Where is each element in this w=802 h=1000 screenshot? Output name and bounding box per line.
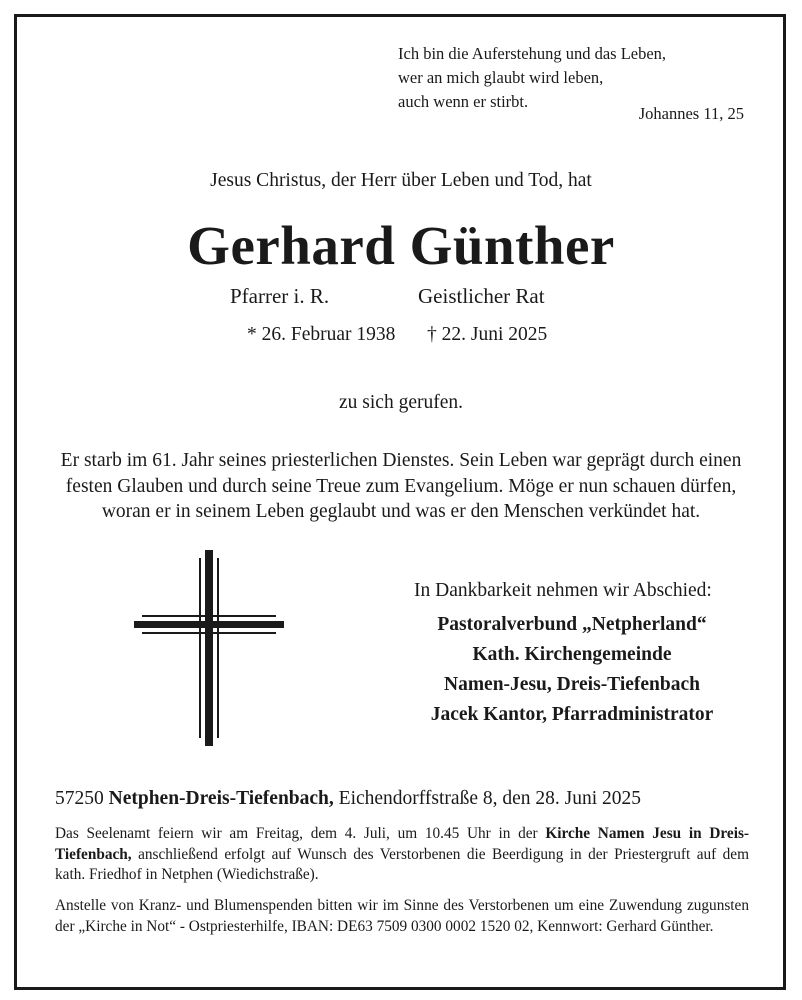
bible-verse bbox=[398, 42, 666, 114]
cross-icon bbox=[130, 548, 290, 748]
biography-text: Er starb im 61. Jahr seines priesterlichen Dienstes. Sein Leben war geprägt durch einen festen Glauben und durch seine Treue zum Evangelium. Möge er nun schauen dürfen, woran er in seinem Leben geglaubt und was er den Menschen verkündet hat. bbox=[60, 450, 742, 522]
funeral-church: Kirche Namen Jesu in Dreis-Tiefenbach, bbox=[55, 825, 749, 863]
verse-line: Ich bin die Auferstehung und das Leben, bbox=[398, 44, 667, 63]
title-pastor: Pfarrer i. R. bbox=[230, 284, 330, 308]
donation-paragraph: Anstelle von Kranz- und Blumenspenden bitten wir im Sinne des Verstorbenen um eine Zuwendung zugunsten der „Kirche in Not“ - Ostpriesterhilfe, IBAN: DE63 7509 0300 0002 1520 02, Kennwort: Gerhard Günther. bbox=[55, 897, 749, 935]
deceased-name: Gerhard Günther bbox=[187, 215, 615, 276]
postcode: 57250 bbox=[55, 788, 104, 809]
address-line bbox=[55, 788, 641, 810]
death-date: † 22. Juni 2025 bbox=[427, 324, 548, 345]
address-rest: Eichendorffstraße 8, den 28. Juni 2025 bbox=[338, 788, 642, 809]
intro-line: Jesus Christus, der Herr über Leben und Tod, hat bbox=[210, 170, 592, 191]
mourner-line: Pastoralverbund „Netpherland“ bbox=[437, 614, 707, 635]
mourner-line: Kath. Kirchengemeinde bbox=[472, 644, 672, 665]
thanks-line: In Dankbarkeit nehmen wir Abschied: bbox=[414, 580, 712, 601]
verse-reference: Johannes 11, 25 bbox=[638, 104, 744, 123]
verse-line: auch wenn er stirbt. bbox=[398, 92, 529, 111]
funeral-text: Das Seelenamt feiern wir am Freitag, dem 4. Juli, um 10.45 Uhr in der bbox=[55, 825, 538, 842]
mourners-block bbox=[414, 610, 730, 730]
title-council: Geistlicher Rat bbox=[418, 284, 545, 308]
place: Netphen-Dreis-Tiefenbach, bbox=[108, 788, 334, 809]
funeral-text-after: anschließend erfolgt auf Wunsch des Verstorbenen die Beerdigung in der Priestergruft auf dem kath. Friedhof in Netphen (Wiedichstraße). bbox=[55, 845, 749, 883]
mourner-line: Namen-Jesu, Dreis-Tiefenbach bbox=[443, 674, 700, 695]
funeral-paragraph bbox=[55, 824, 749, 886]
mourner-line: Jacek Kantor, Pfarradministrator bbox=[430, 704, 714, 725]
called-line: zu sich gerufen. bbox=[339, 392, 463, 413]
birth-date: * 26. Februar 1938 bbox=[247, 324, 396, 345]
verse-line: wer an mich glaubt wird leben, bbox=[398, 68, 604, 87]
